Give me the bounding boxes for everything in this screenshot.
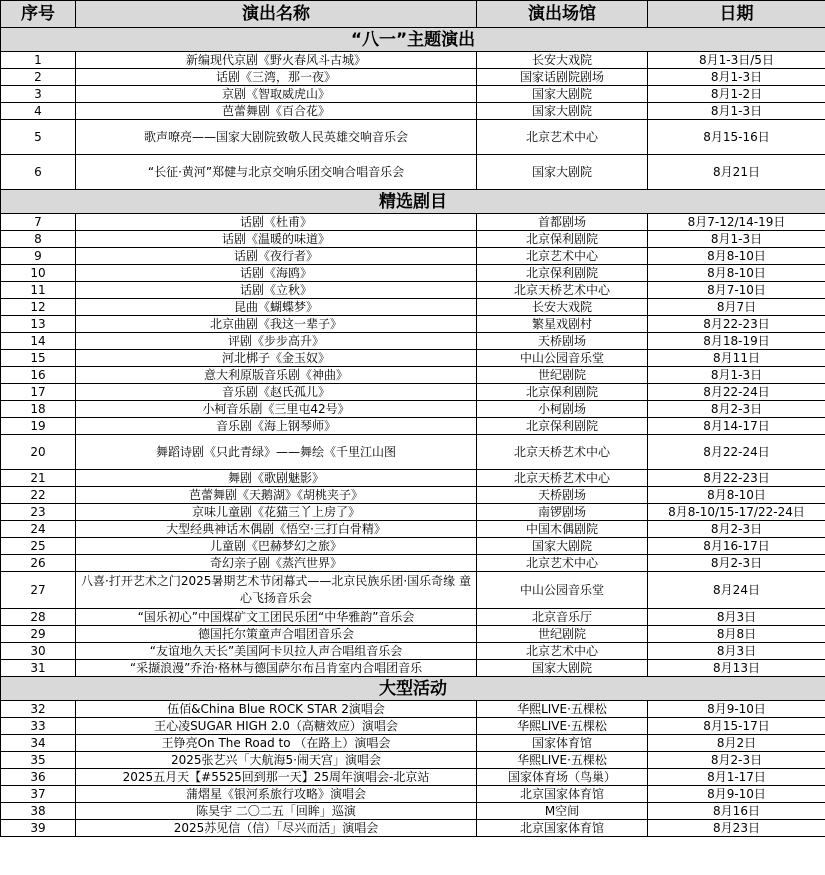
row-title: 话剧《三湾，那一夜》 bbox=[76, 69, 477, 86]
row-venue: 北京艺术中心 bbox=[477, 555, 648, 572]
row-date: 8月2日 bbox=[648, 735, 825, 752]
row-title: 北京曲剧《我这一辈子》 bbox=[76, 316, 477, 333]
row-index: 39 bbox=[1, 820, 76, 837]
row-date: 8月7-10日 bbox=[648, 282, 825, 299]
row-date: 8月1-3日/5日 bbox=[648, 52, 825, 69]
section-row bbox=[1, 28, 825, 52]
row-date: 8月16日 bbox=[648, 803, 825, 820]
row-date: 8月1-3日 bbox=[648, 367, 825, 384]
row-date: 8月8-10/15-17/22-24日 bbox=[648, 504, 825, 521]
row-index: 30 bbox=[1, 643, 76, 660]
row-date: 8月16-17日 bbox=[648, 538, 825, 555]
row-title: 2025苏见信（信）「尽兴而活」演唱会 bbox=[76, 820, 477, 837]
table-row bbox=[1, 701, 825, 718]
row-date: 8月24日 bbox=[648, 572, 825, 609]
section-title: “八一”主题演出 bbox=[1, 28, 825, 52]
row-index: 25 bbox=[1, 538, 76, 555]
row-date: 8月11日 bbox=[648, 350, 825, 367]
row-title: 蒲熠星《银河系旅行攻略》演唱会 bbox=[76, 786, 477, 803]
table-body bbox=[1, 28, 825, 837]
row-title: 2025五月天【#5525回到那一天】25周年演唱会-北京站 bbox=[76, 769, 477, 786]
row-date: 8月8-10日 bbox=[648, 487, 825, 504]
table-row bbox=[1, 820, 825, 837]
row-title: 意大利原版音乐剧《神曲》 bbox=[76, 367, 477, 384]
row-venue: 繁星戏剧村 bbox=[477, 316, 648, 333]
row-venue: 北京天桥艺术中心 bbox=[477, 435, 648, 470]
row-index: 31 bbox=[1, 660, 76, 677]
row-index: 9 bbox=[1, 248, 76, 265]
row-title: 音乐剧《海上钢琴师》 bbox=[76, 418, 477, 435]
row-venue: 国家话剧院剧场 bbox=[477, 69, 648, 86]
row-venue: 北京国家体育馆 bbox=[477, 786, 648, 803]
row-index: 17 bbox=[1, 384, 76, 401]
table-row bbox=[1, 103, 825, 120]
row-index: 22 bbox=[1, 487, 76, 504]
table-row bbox=[1, 155, 825, 190]
row-date: 8月15-16日 bbox=[648, 120, 825, 155]
row-date: 8月22-24日 bbox=[648, 435, 825, 470]
row-venue: 中山公园音乐堂 bbox=[477, 572, 648, 609]
row-date: 8月7-12/14-19日 bbox=[648, 214, 825, 231]
row-title: 2025张艺兴「大航海5·闹天宫」演唱会 bbox=[76, 752, 477, 769]
table-row bbox=[1, 786, 825, 803]
header-date: 日期 bbox=[648, 1, 825, 28]
row-venue: 世纪剧院 bbox=[477, 367, 648, 384]
row-title: 德国托尔策童声合唱团音乐会 bbox=[76, 626, 477, 643]
table-row bbox=[1, 265, 825, 282]
row-title: 儿童剧《巴赫梦幻之旅》 bbox=[76, 538, 477, 555]
row-venue: 北京保利剧院 bbox=[477, 231, 648, 248]
row-index: 27 bbox=[1, 572, 76, 609]
row-date: 8月1-3日 bbox=[648, 231, 825, 248]
table-row bbox=[1, 316, 825, 333]
table-row bbox=[1, 418, 825, 435]
row-venue: 国家大剧院 bbox=[477, 86, 648, 103]
row-venue: 北京国家体育馆 bbox=[477, 820, 648, 837]
row-index: 10 bbox=[1, 265, 76, 282]
section-row bbox=[1, 677, 825, 701]
row-index: 19 bbox=[1, 418, 76, 435]
row-index: 36 bbox=[1, 769, 76, 786]
table-row bbox=[1, 487, 825, 504]
row-venue: 长安大戏院 bbox=[477, 299, 648, 316]
row-date: 8月8-10日 bbox=[648, 265, 825, 282]
row-venue: 国家大剧院 bbox=[477, 660, 648, 677]
table-row bbox=[1, 367, 825, 384]
table-row bbox=[1, 643, 825, 660]
table-row bbox=[1, 626, 825, 643]
row-date: 8月1-3日 bbox=[648, 103, 825, 120]
table-row bbox=[1, 120, 825, 155]
row-title: 歌声嘹亮——国家大剧院致敬人民英雄交响音乐会 bbox=[76, 120, 477, 155]
row-index: 11 bbox=[1, 282, 76, 299]
table-row bbox=[1, 752, 825, 769]
row-index: 23 bbox=[1, 504, 76, 521]
row-index: 13 bbox=[1, 316, 76, 333]
table-row bbox=[1, 401, 825, 418]
table-row bbox=[1, 718, 825, 735]
row-title: 新编现代京剧《野火春风斗古城》 bbox=[76, 52, 477, 69]
row-title: 陈昊宇 二〇二五「回眸」巡演 bbox=[76, 803, 477, 820]
row-venue: 华熙LIVE·五棵松 bbox=[477, 701, 648, 718]
row-index: 26 bbox=[1, 555, 76, 572]
row-index: 16 bbox=[1, 367, 76, 384]
row-title: 河北梆子《金玉奴》 bbox=[76, 350, 477, 367]
row-venue: 北京艺术中心 bbox=[477, 643, 648, 660]
row-venue: 天桥剧场 bbox=[477, 333, 648, 350]
row-date: 8月22-24日 bbox=[648, 384, 825, 401]
row-index: 2 bbox=[1, 69, 76, 86]
section-title: 精选剧目 bbox=[1, 190, 825, 214]
row-index: 14 bbox=[1, 333, 76, 350]
row-index: 34 bbox=[1, 735, 76, 752]
header-title: 演出名称 bbox=[76, 1, 477, 28]
row-venue: 北京保利剧院 bbox=[477, 265, 648, 282]
row-date: 8月2-3日 bbox=[648, 401, 825, 418]
row-date: 8月18-19日 bbox=[648, 333, 825, 350]
row-venue: 国家大剧院 bbox=[477, 155, 648, 190]
row-index: 20 bbox=[1, 435, 76, 470]
row-title: 音乐剧《赵氏孤儿》 bbox=[76, 384, 477, 401]
table-row bbox=[1, 248, 825, 265]
row-index: 28 bbox=[1, 609, 76, 626]
row-index: 37 bbox=[1, 786, 76, 803]
row-date: 8月21日 bbox=[648, 155, 825, 190]
row-venue: M空间 bbox=[477, 803, 648, 820]
section-row bbox=[1, 190, 825, 214]
row-date: 8月1-3日 bbox=[648, 69, 825, 86]
row-index: 5 bbox=[1, 120, 76, 155]
row-date: 8月22-23日 bbox=[648, 470, 825, 487]
row-venue: 国家体育场（鸟巢） bbox=[477, 769, 648, 786]
row-venue: 长安大戏院 bbox=[477, 52, 648, 69]
row-title: 奇幻亲子剧《蒸汽世界》 bbox=[76, 555, 477, 572]
row-venue: 国家体育馆 bbox=[477, 735, 648, 752]
row-venue: 天桥剧场 bbox=[477, 487, 648, 504]
row-date: 8月23日 bbox=[648, 820, 825, 837]
table-row bbox=[1, 470, 825, 487]
table-row bbox=[1, 521, 825, 538]
row-date: 8月3日 bbox=[648, 643, 825, 660]
row-index: 18 bbox=[1, 401, 76, 418]
table-row bbox=[1, 384, 825, 401]
row-date: 8月9-10日 bbox=[648, 701, 825, 718]
row-venue: 北京天桥艺术中心 bbox=[477, 470, 648, 487]
row-index: 7 bbox=[1, 214, 76, 231]
table-row bbox=[1, 333, 825, 350]
row-title: 舞蹈诗剧《只此青绿》——舞绘《千里江山图 bbox=[76, 435, 477, 470]
row-venue: 北京保利剧院 bbox=[477, 418, 648, 435]
row-index: 29 bbox=[1, 626, 76, 643]
row-title: 八喜·打开艺术之门2025暑期艺术节闭幕式——北京民族乐团·国乐奇缘 童心飞扬音乐会 bbox=[76, 572, 477, 609]
row-date: 8月2-3日 bbox=[648, 555, 825, 572]
table-row bbox=[1, 538, 825, 555]
row-title: 话剧《海鸥》 bbox=[76, 265, 477, 282]
table-row bbox=[1, 435, 825, 470]
table-row bbox=[1, 282, 825, 299]
row-title: 小柯音乐剧《三里屯42号》 bbox=[76, 401, 477, 418]
row-title: 芭蕾舞剧《天鹅湖》《胡桃夹子》 bbox=[76, 487, 477, 504]
row-venue: 华熙LIVE·五棵松 bbox=[477, 752, 648, 769]
table-row bbox=[1, 231, 825, 248]
row-index: 35 bbox=[1, 752, 76, 769]
row-venue: 华熙LIVE·五棵松 bbox=[477, 718, 648, 735]
row-title: 芭蕾舞剧《百合花》 bbox=[76, 103, 477, 120]
row-title: 话剧《立秋》 bbox=[76, 282, 477, 299]
row-date: 8月9-10日 bbox=[648, 786, 825, 803]
table-row bbox=[1, 572, 825, 609]
row-index: 3 bbox=[1, 86, 76, 103]
row-index: 32 bbox=[1, 701, 76, 718]
row-title: 话剧《夜行者》 bbox=[76, 248, 477, 265]
row-venue: 中山公园音乐堂 bbox=[477, 350, 648, 367]
row-date: 8月2-3日 bbox=[648, 752, 825, 769]
row-venue: 北京音乐厅 bbox=[477, 609, 648, 626]
row-index: 4 bbox=[1, 103, 76, 120]
row-title: 王铮亮On The Road to （在路上）演唱会 bbox=[76, 735, 477, 752]
row-title: 话剧《温暖的味道》 bbox=[76, 231, 477, 248]
row-venue: 北京保利剧院 bbox=[477, 384, 648, 401]
row-date: 8月8日 bbox=[648, 626, 825, 643]
row-date: 8月1-2日 bbox=[648, 86, 825, 103]
row-date: 8月13日 bbox=[648, 660, 825, 677]
row-date: 8月7日 bbox=[648, 299, 825, 316]
table-row bbox=[1, 350, 825, 367]
table-row bbox=[1, 214, 825, 231]
row-venue: 北京艺术中心 bbox=[477, 120, 648, 155]
header-row bbox=[1, 1, 825, 28]
row-venue: 小柯剧场 bbox=[477, 401, 648, 418]
row-title: 大型经典神话木偶剧《悟空·三打白骨精》 bbox=[76, 521, 477, 538]
row-title: 评剧《步步高升》 bbox=[76, 333, 477, 350]
table-row bbox=[1, 69, 825, 86]
table-row bbox=[1, 803, 825, 820]
row-index: 21 bbox=[1, 470, 76, 487]
row-venue: 首都剧场 bbox=[477, 214, 648, 231]
section-title: 大型活动 bbox=[1, 677, 825, 701]
row-venue: 国家大剧院 bbox=[477, 103, 648, 120]
row-index: 24 bbox=[1, 521, 76, 538]
row-venue: 中国木偶剧院 bbox=[477, 521, 648, 538]
table-row bbox=[1, 735, 825, 752]
row-index: 38 bbox=[1, 803, 76, 820]
row-date: 8月8-10日 bbox=[648, 248, 825, 265]
table-row bbox=[1, 660, 825, 677]
table-row bbox=[1, 86, 825, 103]
table-row bbox=[1, 769, 825, 786]
row-title: 舞剧《歌剧魅影》 bbox=[76, 470, 477, 487]
header-index: 序号 bbox=[1, 1, 76, 28]
row-title: 京剧《智取威虎山》 bbox=[76, 86, 477, 103]
row-date: 8月15-17日 bbox=[648, 718, 825, 735]
row-date: 8月22-23日 bbox=[648, 316, 825, 333]
table-row bbox=[1, 299, 825, 316]
row-title: 京味儿童剧《花猫三丫上房了》 bbox=[76, 504, 477, 521]
row-venue: 国家大剧院 bbox=[477, 538, 648, 555]
row-index: 8 bbox=[1, 231, 76, 248]
row-title: “国乐初心”中国煤矿文工团民乐团“中华雅韵”音乐会 bbox=[76, 609, 477, 626]
row-title: “长征·黄河”郑健与北京交响乐团交响合唱音乐会 bbox=[76, 155, 477, 190]
row-venue: 世纪剧院 bbox=[477, 626, 648, 643]
row-title: 王心凌SUGAR HIGH 2.0（高糖效应）演唱会 bbox=[76, 718, 477, 735]
header-venue: 演出场馆 bbox=[477, 1, 648, 28]
row-index: 33 bbox=[1, 718, 76, 735]
table-row bbox=[1, 609, 825, 626]
row-index: 15 bbox=[1, 350, 76, 367]
row-date: 8月2-3日 bbox=[648, 521, 825, 538]
table-row bbox=[1, 555, 825, 572]
row-date: 8月1-17日 bbox=[648, 769, 825, 786]
row-index: 1 bbox=[1, 52, 76, 69]
row-title: 昆曲《蝴蝶梦》 bbox=[76, 299, 477, 316]
row-index: 6 bbox=[1, 155, 76, 190]
row-venue: 南锣剧场 bbox=[477, 504, 648, 521]
row-date: 8月3日 bbox=[648, 609, 825, 626]
table-row bbox=[1, 504, 825, 521]
row-venue: 北京艺术中心 bbox=[477, 248, 648, 265]
row-title: “采撷浪漫”乔治·格林与德国萨尔布吕肯室内合唱团音乐 bbox=[76, 660, 477, 677]
row-venue: 北京天桥艺术中心 bbox=[477, 282, 648, 299]
row-date: 8月14-17日 bbox=[648, 418, 825, 435]
row-index: 12 bbox=[1, 299, 76, 316]
row-title: 伍佰&China Blue ROCK STAR 2演唱会 bbox=[76, 701, 477, 718]
row-title: 话剧《杜甫》 bbox=[76, 214, 477, 231]
row-title: “友谊地久天长”美国阿卡贝拉人声合唱组音乐会 bbox=[76, 643, 477, 660]
table-row bbox=[1, 52, 825, 69]
